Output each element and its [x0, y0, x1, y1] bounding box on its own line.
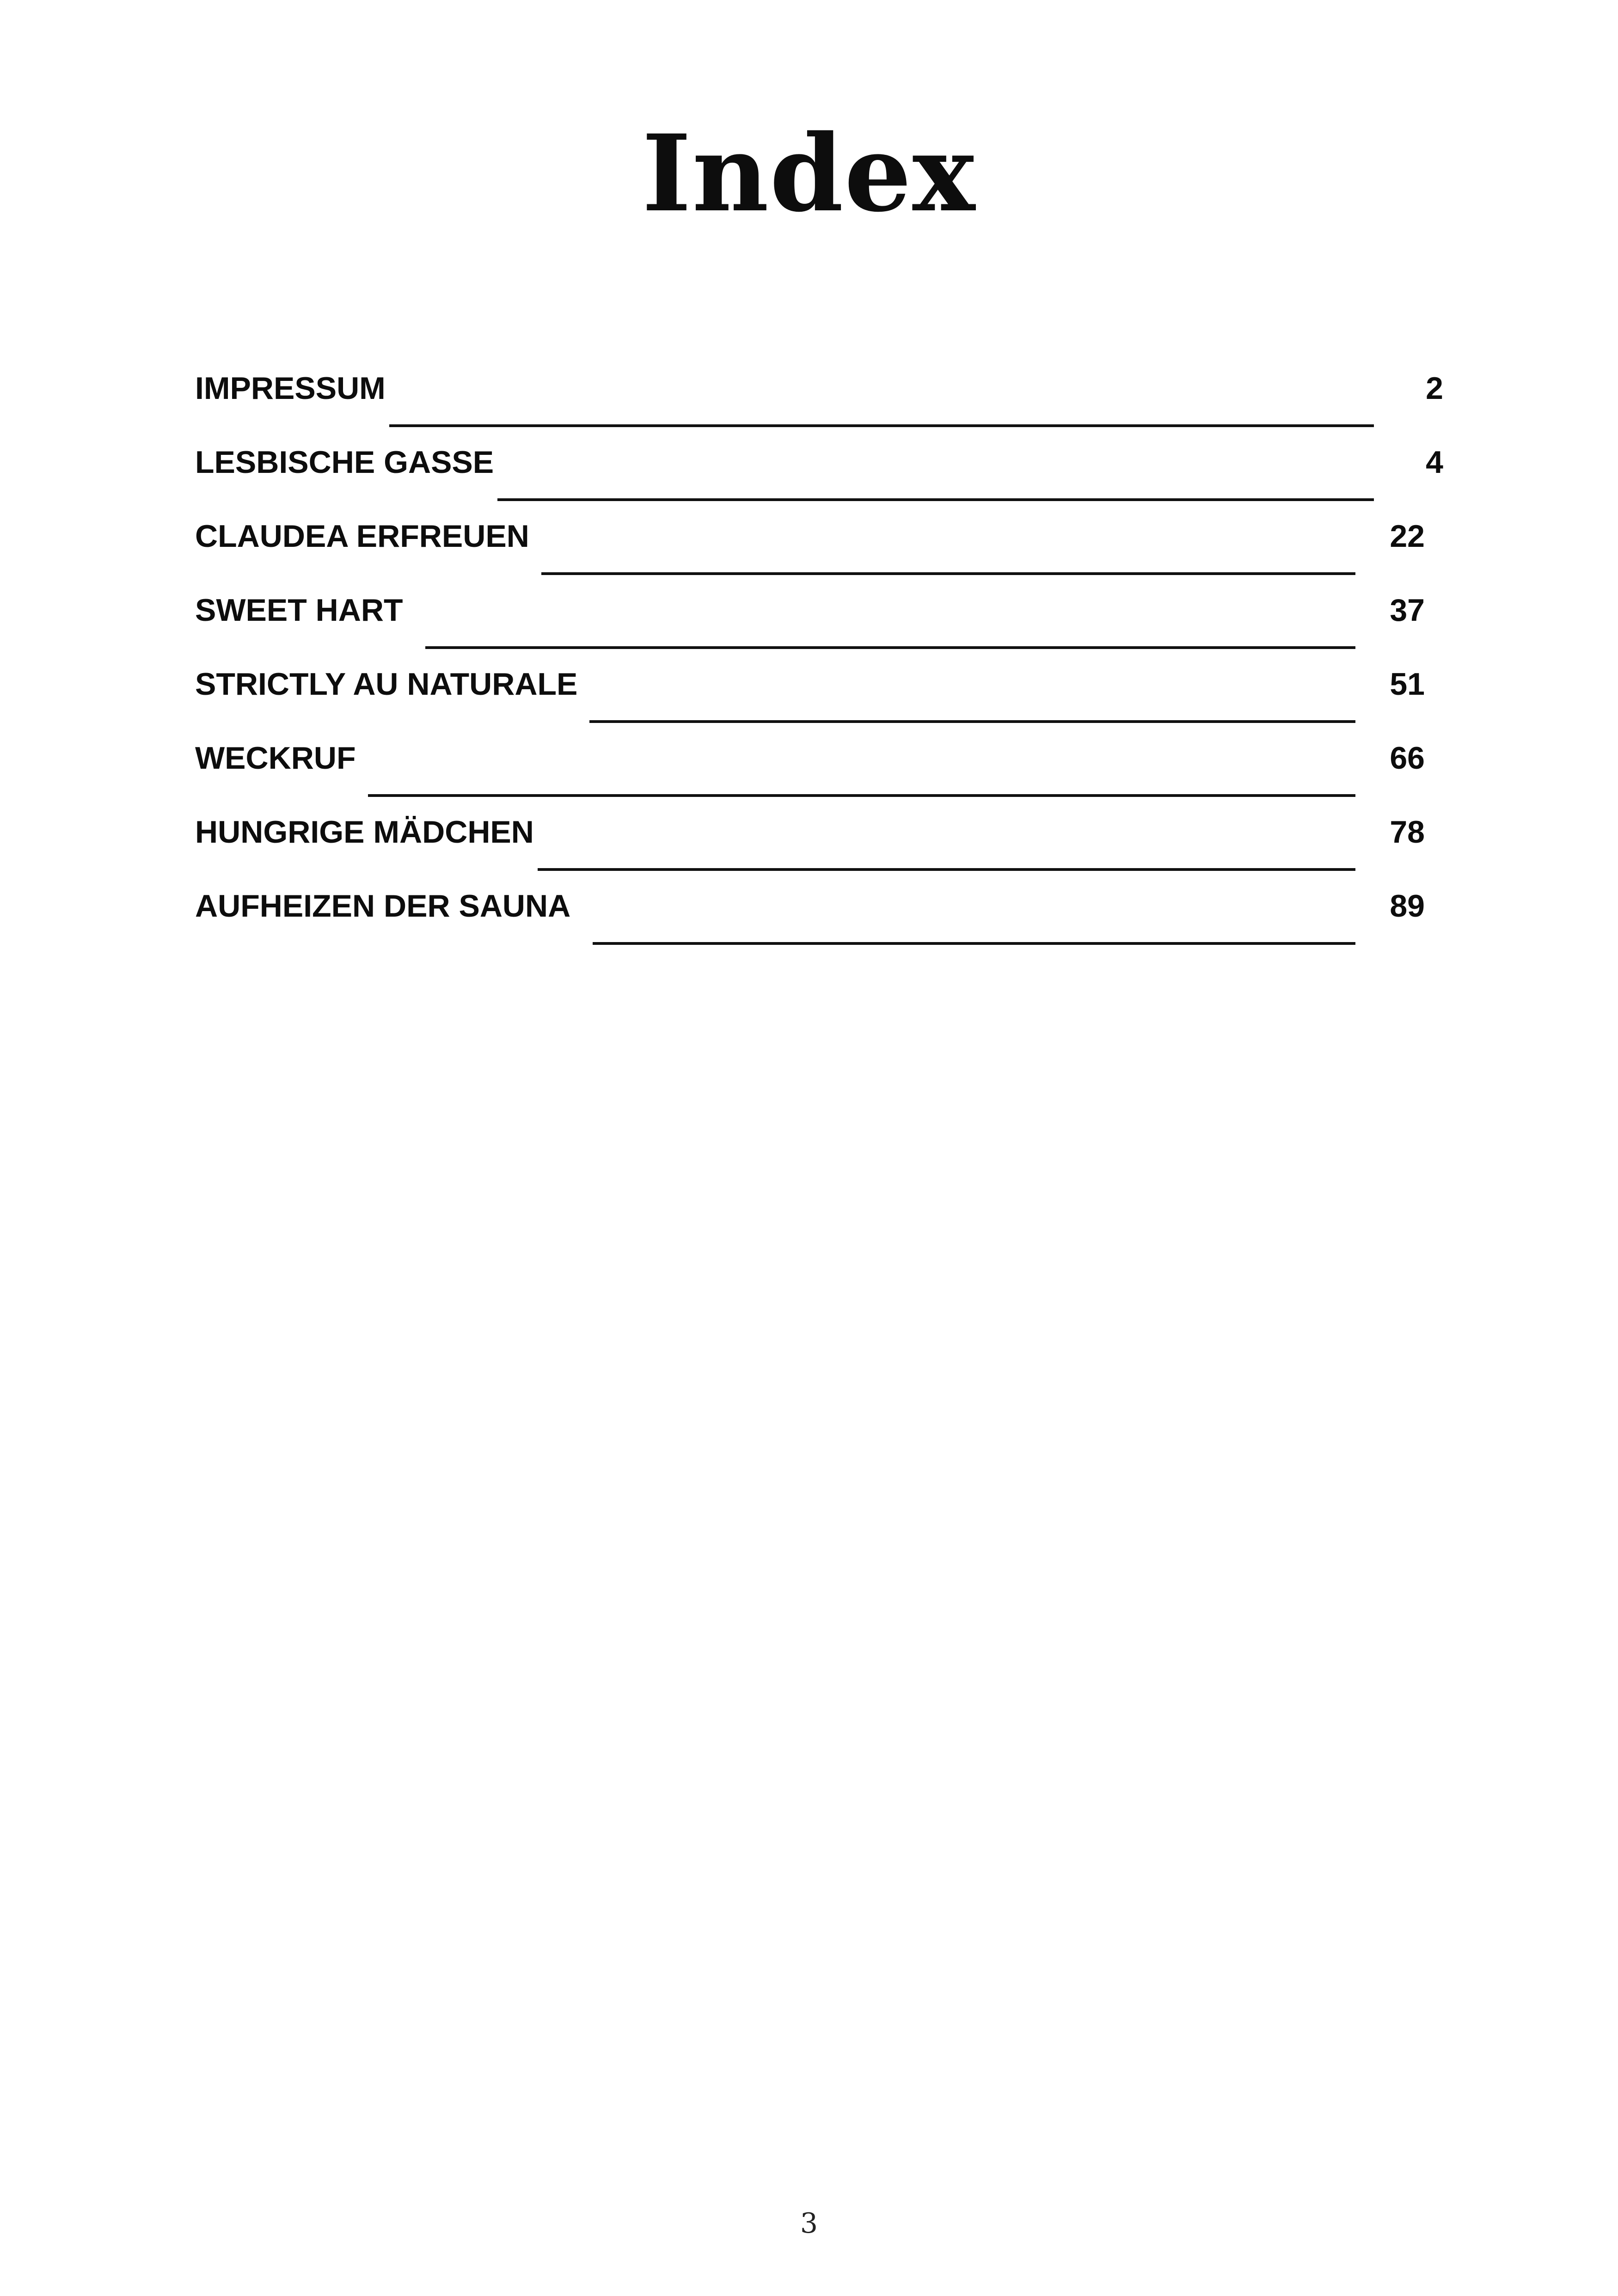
toc-leader-line [593, 942, 1355, 945]
toc-leader-line [425, 646, 1355, 649]
toc-leader-line [538, 868, 1355, 871]
toc-entry-page: 2 [1426, 371, 1443, 406]
toc-entry-title: HUNGRIGE MÄDCHEN [195, 814, 534, 850]
toc-leader-line [589, 720, 1355, 723]
toc-entry[interactable] [195, 365, 1443, 439]
page-number: 3 [800, 2207, 818, 2240]
toc-entry[interactable] [195, 883, 1425, 957]
toc-entry-page: 78 [1390, 814, 1425, 850]
toc-entry-title: IMPRESSUM [195, 371, 386, 406]
toc-entry-page: 89 [1390, 888, 1425, 924]
toc-entry-title: WECKRUF [195, 741, 356, 776]
toc-entry-title: LESBISCHE GASSE [195, 445, 494, 480]
toc-entry-title: STRICTLY AU NATURALE [195, 667, 578, 702]
toc-entry-page: 4 [1426, 445, 1443, 480]
page-title: Index [642, 111, 976, 235]
toc-entry-title: AUFHEIZEN DER SAUNA [195, 888, 571, 924]
toc-entry-page: 37 [1390, 593, 1425, 628]
toc-entry-title: CLAUDEA ERFREUEN [195, 519, 529, 554]
toc-leader-line [541, 572, 1355, 575]
toc-entry[interactable] [195, 661, 1425, 735]
toc-entry[interactable] [195, 809, 1425, 883]
toc-entry-page: 66 [1390, 741, 1425, 776]
toc-entry[interactable] [195, 513, 1425, 587]
toc-entry[interactable] [195, 735, 1425, 809]
toc-entry-page: 51 [1390, 667, 1425, 702]
toc-entry[interactable] [195, 587, 1425, 661]
toc-entry[interactable] [195, 439, 1443, 513]
toc-leader-line [497, 498, 1374, 501]
table-of-contents [195, 365, 1443, 957]
toc-leader-line [389, 424, 1374, 427]
toc-entry-title: SWEET HART [195, 593, 403, 628]
toc-leader-line [368, 794, 1355, 797]
toc-entry-page: 22 [1390, 519, 1425, 554]
